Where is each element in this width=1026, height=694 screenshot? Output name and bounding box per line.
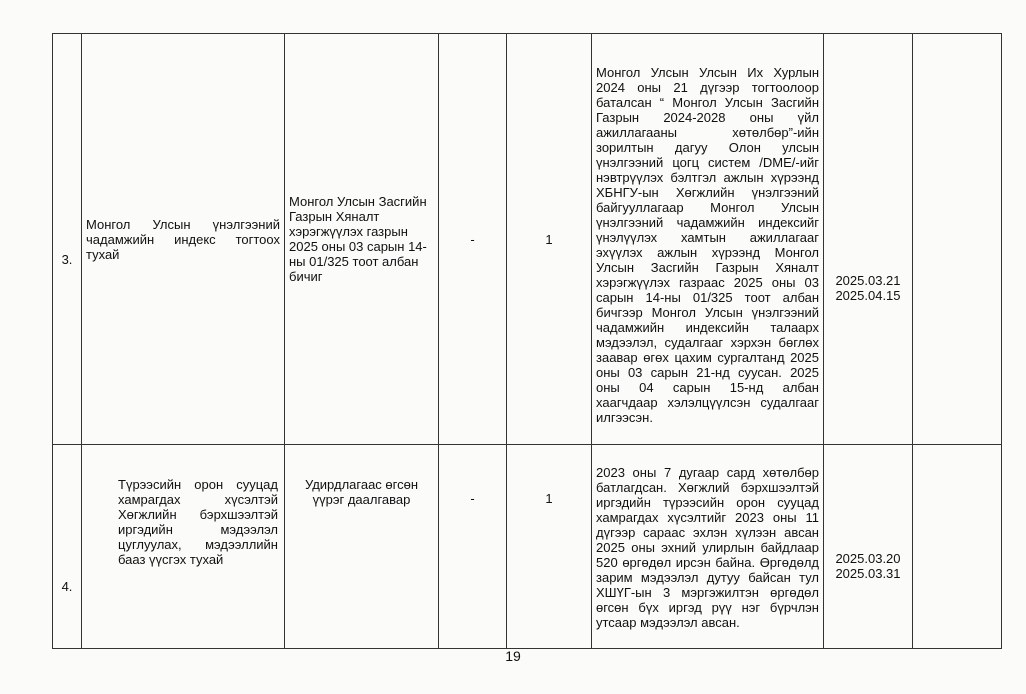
end-date: 2025.03.31 xyxy=(835,565,901,581)
col4-cell xyxy=(439,445,507,649)
col5-value: 1 xyxy=(545,231,553,247)
table-row xyxy=(53,34,1002,445)
report-table xyxy=(52,33,1002,649)
notes-cell xyxy=(913,34,1002,445)
start-date: 2025.03.20 xyxy=(835,550,901,566)
notes-cell xyxy=(913,445,1002,649)
col4-value: - xyxy=(470,231,475,247)
row-number: 3. xyxy=(61,251,73,267)
col5-cell xyxy=(507,445,592,649)
dates-cell xyxy=(824,34,913,445)
page-number: 19 xyxy=(505,648,521,664)
col4-cell xyxy=(439,34,507,445)
row-number-cell xyxy=(53,34,82,445)
task-title: Түрээсийн орон сууцад хамрагдах хүсэлтэй Хөгжлийн бэрхшээлтэй иргэдийн мэдээлэл цуглуулах, мэдээллийн бааз үүсгэх тухай xyxy=(118,477,278,567)
col5-cell xyxy=(507,34,592,445)
end-date: 2025.04.15 xyxy=(835,287,901,303)
description-text: 2023 оны 7 дугаар сард хөтөлбөр батлагдсан. Хөгжлий бэрхшээлтэй иргэдийн түрээсийн орон сууцад хамрагдах хүсэлтийг 2023 оны 11 дүгээр сараас эхлэн хүлээн авсан 2025 оны эхний улирлын байдлаар 520 өргөдөл ирсэн байна. Өргөдөлд зарим мэдээлэл дутуу байсан тул ХШҮГ-ын 3 мэргэжилтэн өргөдөл өгсөн бүх иргэд рүү нэг бүрчлэн утсаар мэдээлэл авсан. xyxy=(596,465,819,630)
description-cell xyxy=(592,445,824,649)
task-title: Монгол Улсын үнэлгээний чадамжийн индекс тогтоох тухай xyxy=(86,216,280,262)
task-title-cell xyxy=(82,445,285,649)
description-text: Монгол Улсын Улсын Их Хурлын 2024 оны 21 дүгээр тогтоолоор баталсан “ Монгол Улсын Засгийн Газрын 2024-2028 оны үйл ажиллагааны хөтөлбөр”-ийн зорилтын дагуу Олон улсын үнэлгээний цогц систем /DME/-ийг нэвтрүүлэх бэлтгэл ажлын хүрээнд ХБНГУ-ын Хөгжлийн үнэлгээний байгууллагаар Монгол Улсын үнэлгээний чадамжийн индексийг үнэлүүлэх хамтын ажиллагааг эхүүлэх ажлын хүрээнд Монгол Улсын Засгийн Газрын Хяналт хэрэгжүүлэх газраас 2025 оны 03 сарын 14-ны 01/325 тоот албан бичгээр Монгол Улсын үнэлгээний чадамжийн индексийн талаарх мэдээлэл, судалгааг хэрхэн бөглөх заавар өгөх цахим сургалтанд 2025 оны 03 сарын 21-нд суусан. 2025 оны 04 сарын 15-нд албан хаагчдаар хэлэлцүүлсэн судалгааг илгээсэн. xyxy=(596,65,819,425)
description-cell xyxy=(592,34,824,445)
start-date: 2025.03.21 xyxy=(835,272,901,288)
task-title-cell xyxy=(82,34,285,445)
row-number-cell xyxy=(53,445,82,649)
dates-cell xyxy=(824,445,913,649)
basis-text: Удирдлагаас өгсөн үүрэг даалгавар xyxy=(304,477,419,507)
row-number: 4. xyxy=(61,579,73,594)
table-row xyxy=(53,445,1002,649)
basis-text: Монгол Улсын Засгийн Газрын Хяналт хэрэгжүүлэх газрын 2025 оны 03 сарын 14-ны 01/325 тоот албан бичиг xyxy=(289,194,427,284)
col5-value: 1 xyxy=(545,491,553,506)
basis-cell xyxy=(285,34,439,445)
col4-value: - xyxy=(470,491,475,506)
basis-cell xyxy=(285,445,439,649)
